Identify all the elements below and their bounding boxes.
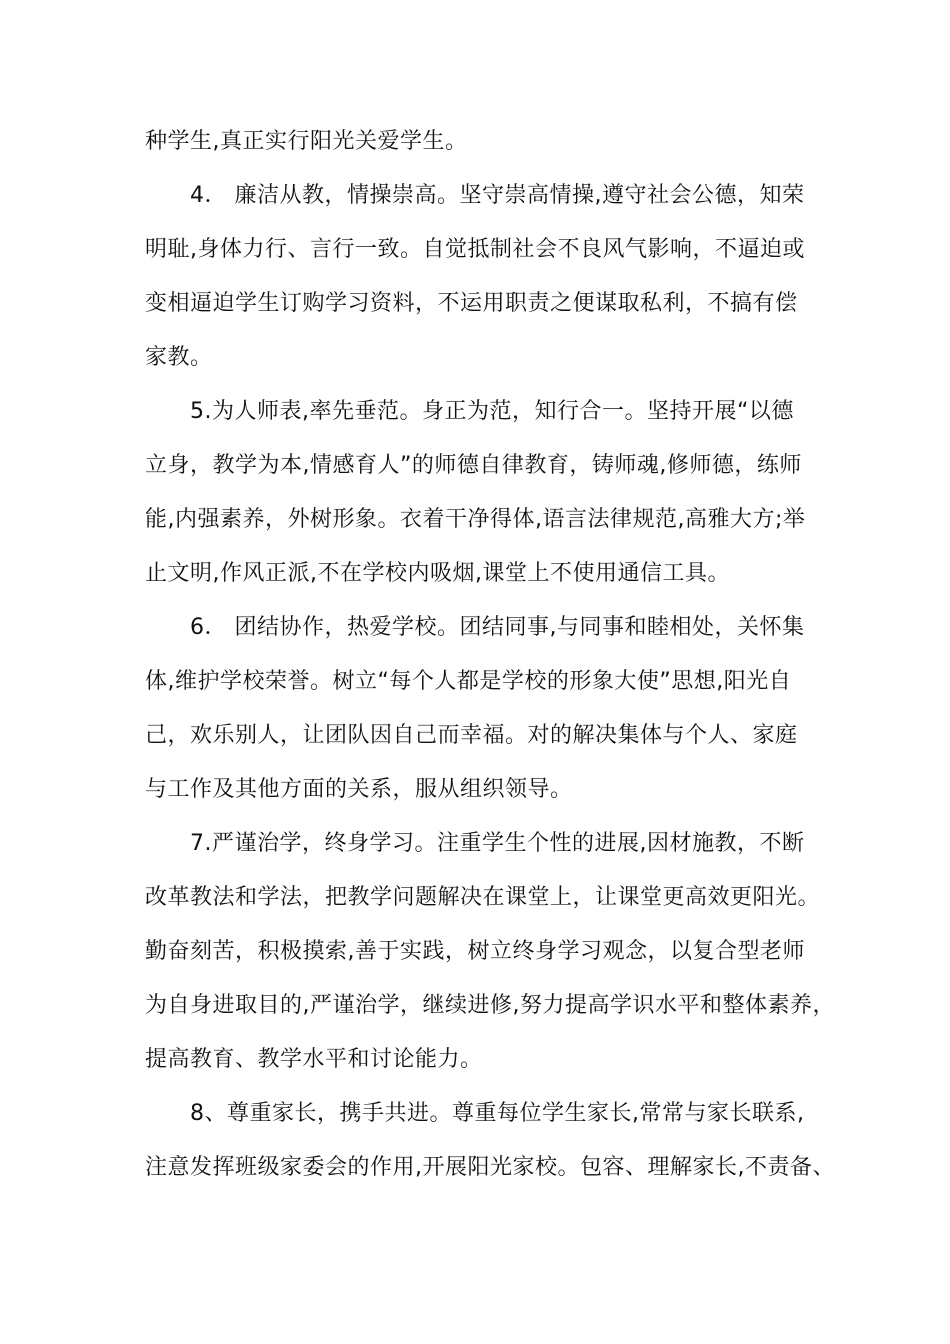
- text-line: 体,维护学校荣誉。树立“每个人都是学校的形象大使”思想,阳光自: [145, 669, 792, 694]
- paragraph-4-first-line: 4． 廉洁从教，情操崇高。坚守崇高情操,遵守社会公德，知荣: [190, 183, 805, 208]
- text-line: 注意发挥班级家委会的作用,开展阳光家校。包容、理解家长,不责备、: [145, 1155, 835, 1180]
- text-line: 勤奋刻苦，积极摸索,善于实践，树立终身学习观念，以复合型老师: [145, 939, 805, 964]
- text-line: 止文明,作风正派,不在学校内吸烟,课堂上不使用通信工具。: [145, 561, 730, 586]
- paragraph-6-first-line: 6． 团结协作，热爱学校。团结同事,与同事和睦相处，关怀集: [190, 615, 805, 640]
- paragraph-8-first-line: 8、尊重家长，携手共进。尊重每位学生家长,常常与家长联系,: [190, 1101, 805, 1126]
- text-line: 提高教育、教学水平和讨论能力。: [145, 1047, 483, 1072]
- text-line: 能,内强素养，外树形象。衣着干净得体,语言法律规范,高雅大方;举: [145, 507, 806, 532]
- text-line: 己，欢乐别人，让团队因自己而幸福。对的解决集体与个人、家庭: [145, 723, 798, 748]
- text-line: 变相逼迫学生订购学习资料，不运用职责之便谋取私利，不搞有偿: [145, 291, 798, 316]
- text-line: 与工作及其他方面的关系，服从组织领导。: [145, 777, 573, 802]
- text-line: 家教。: [145, 345, 213, 370]
- paragraph-7-first-line: 7.严谨治学，终身学习。注重学生个性的进展,因材施教，不断: [190, 831, 805, 856]
- text-line: 为自身进取目的,严谨治学，继续进修,努力提高学识水平和整体素养，: [145, 993, 835, 1018]
- text-line: 种学生,真正实行阳光关爱学生。: [145, 129, 468, 154]
- paragraph-5-first-line: 5.为人师表,率先垂范。身正为范，知行合一。坚持开展“以德: [190, 399, 794, 424]
- text-line: 明耻,身体力行、言行一致。自觉抵制社会不良风气影响，不逼迫或: [145, 237, 805, 262]
- text-line: 立身，教学为本,情感育人”的师德自律教育，铸师魂,修师德，练师: [145, 453, 802, 478]
- text-line: 改革教法和学法，把教学问题解决在课堂上，让课堂更高效更阳光。: [145, 885, 821, 910]
